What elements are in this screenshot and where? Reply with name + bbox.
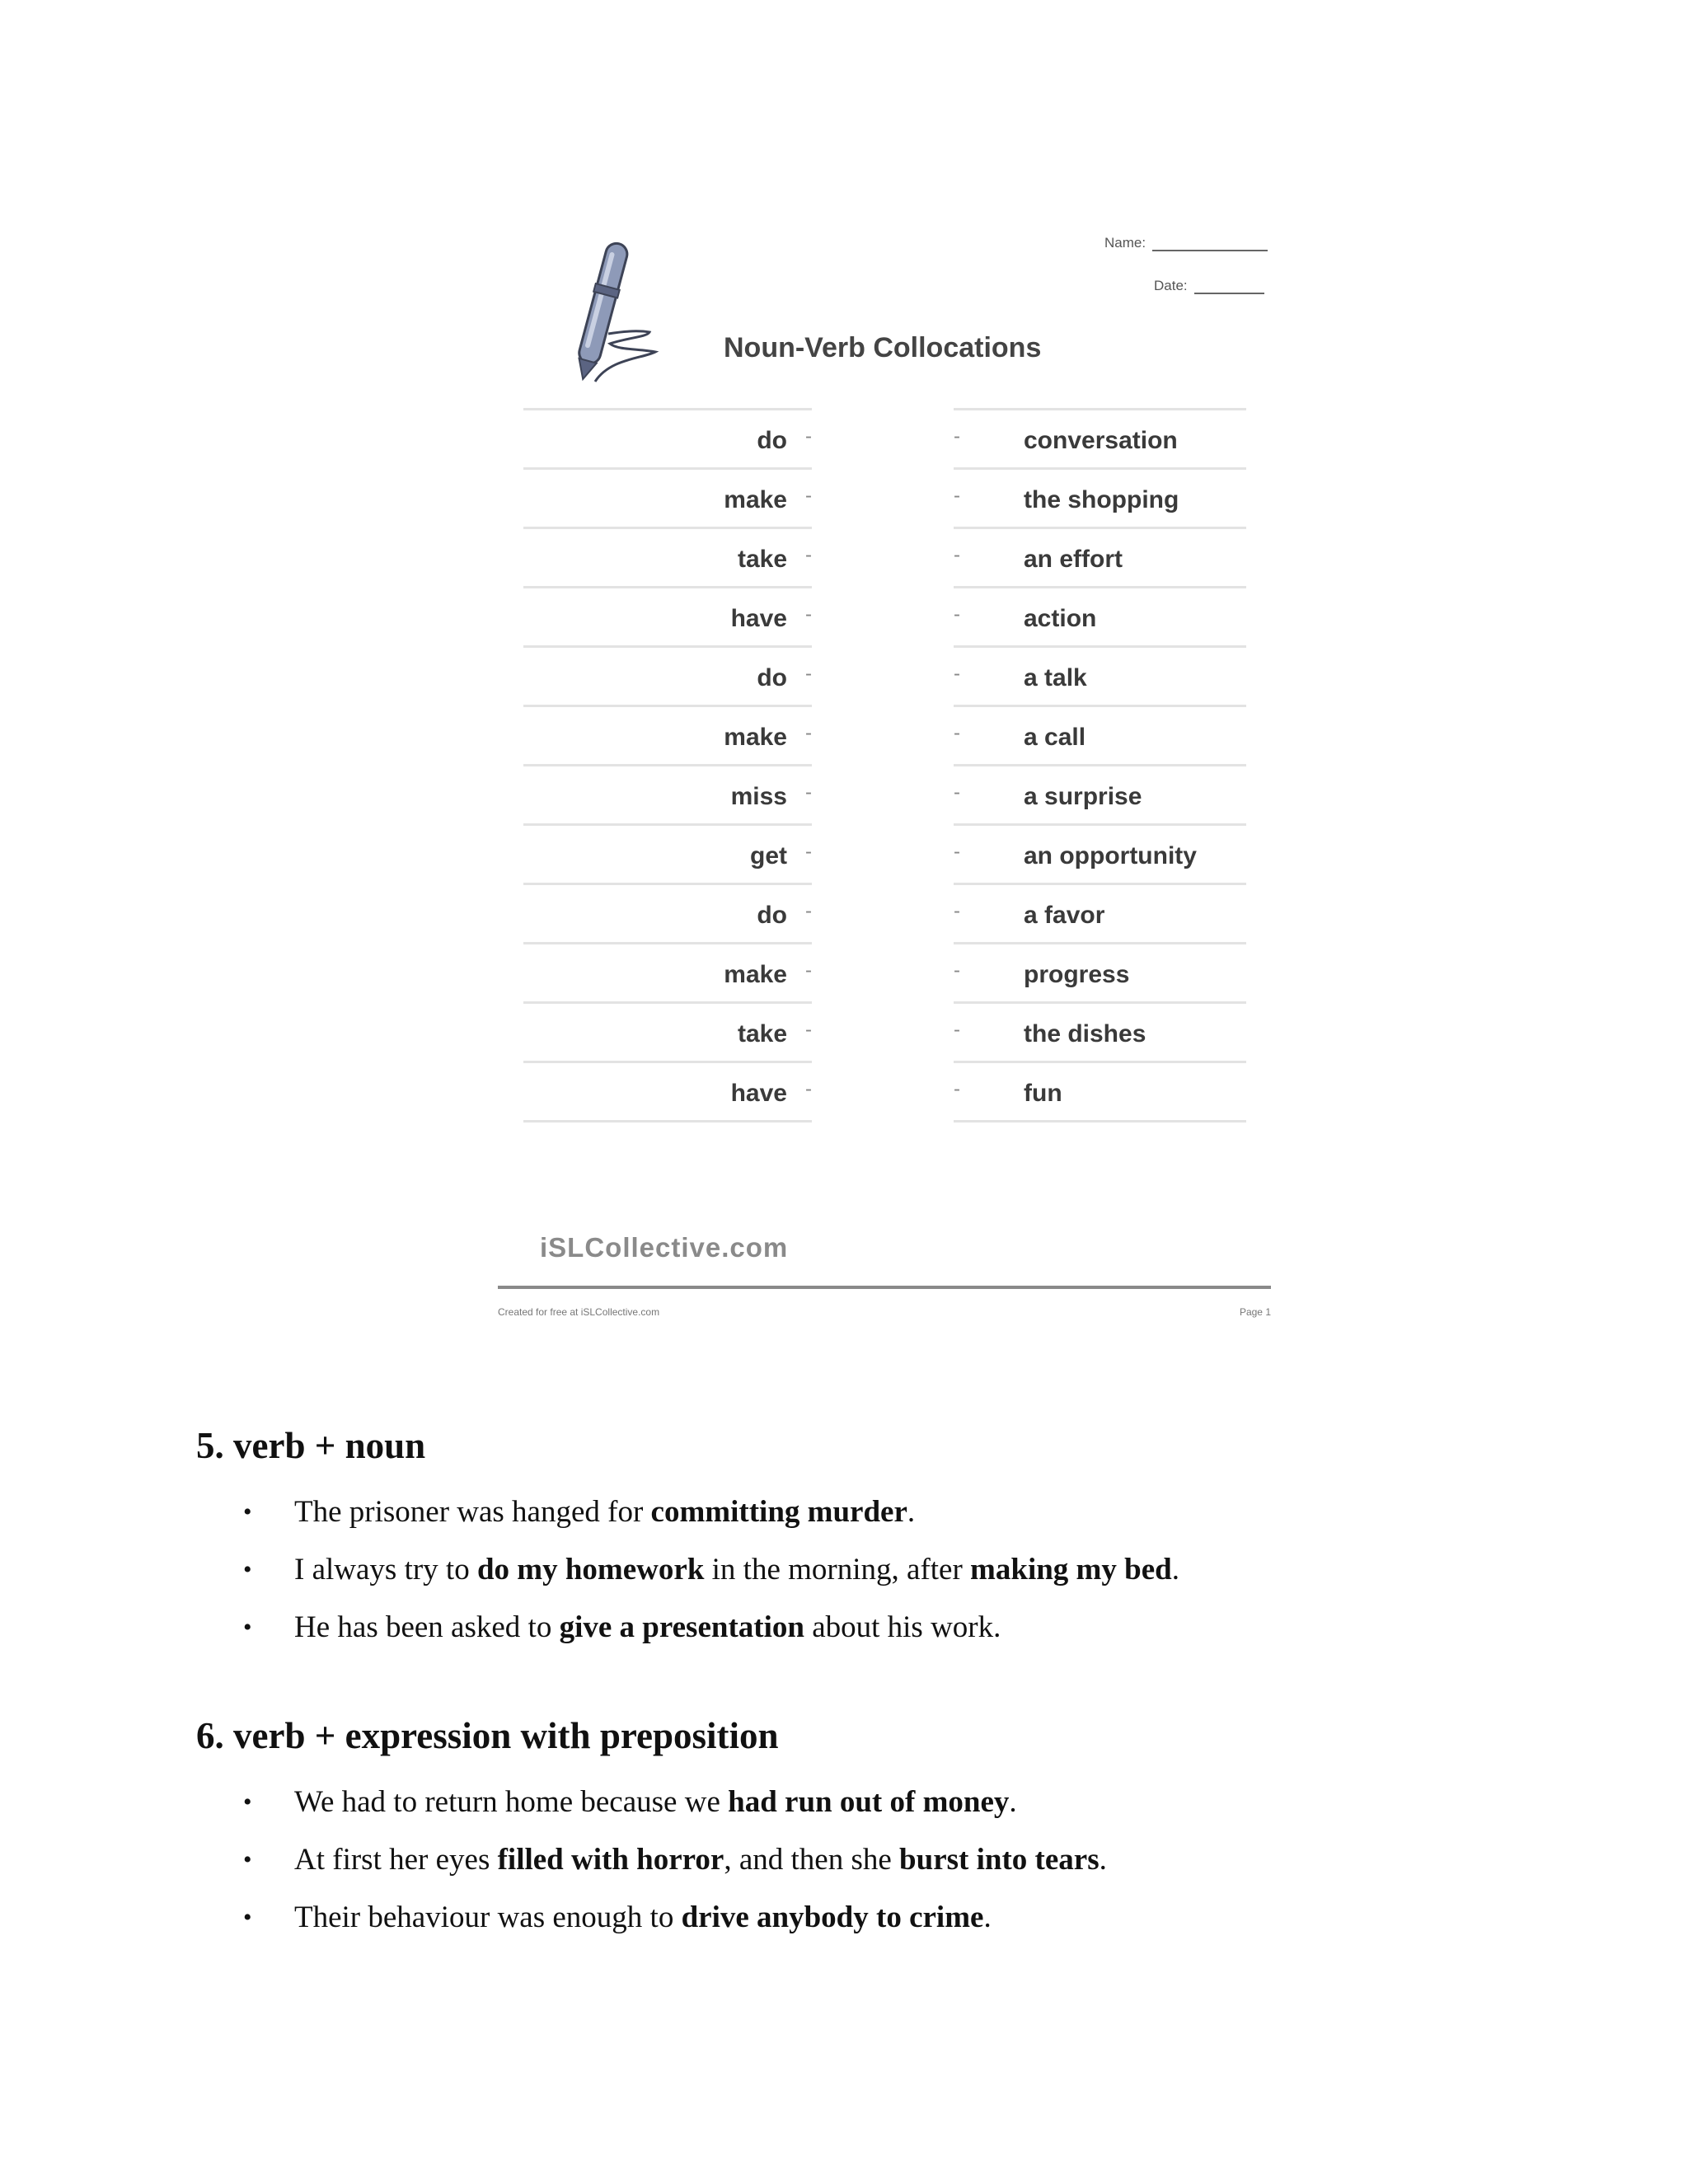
list-item: • At first her eyes filled with horror, and then she burst into tears. bbox=[243, 1843, 1107, 1877]
verb-item: do bbox=[757, 427, 787, 454]
table-row bbox=[523, 705, 1249, 764]
worksheet-title: Noun-Verb Collocations bbox=[724, 332, 1042, 363]
verb-item: make bbox=[724, 961, 787, 988]
noun-item: progress bbox=[1024, 961, 1130, 988]
collocation: committing murder bbox=[650, 1495, 907, 1529]
dash: - bbox=[805, 603, 812, 626]
list-item: • I always try to do my homework in the morning, after making my bed. bbox=[243, 1553, 1179, 1586]
footer-rule bbox=[498, 1286, 1271, 1289]
dash: - bbox=[954, 1019, 960, 1041]
table-row bbox=[523, 883, 1249, 942]
collocation: do my homework bbox=[476, 1553, 705, 1586]
dash: - bbox=[805, 1019, 812, 1041]
table-bottom-rule bbox=[523, 1120, 1249, 1179]
sentence-text: I always try to bbox=[294, 1553, 477, 1586]
collocation: give a presentation bbox=[559, 1610, 804, 1644]
verb-item: have bbox=[730, 1080, 787, 1107]
sentence-text: in the morning, after bbox=[704, 1553, 971, 1586]
noun-item: a call bbox=[1024, 724, 1086, 751]
noun-item: the shopping bbox=[1024, 486, 1179, 513]
noun-item: conversation bbox=[1024, 427, 1178, 454]
dash: - bbox=[805, 1078, 812, 1100]
dash: - bbox=[805, 663, 812, 685]
collocation: had run out of money bbox=[728, 1785, 1010, 1819]
collocation: burst into tears bbox=[899, 1843, 1100, 1877]
brand-logo: iSLCollective.com bbox=[540, 1232, 789, 1263]
dash: - bbox=[954, 900, 960, 922]
table-row bbox=[523, 1001, 1249, 1061]
sentence-text: . bbox=[1171, 1553, 1179, 1586]
worksheet-image bbox=[495, 210, 1286, 1339]
sentence-text: Their behaviour was enough to bbox=[294, 1900, 682, 1934]
dash: - bbox=[954, 425, 960, 448]
name-field bbox=[1104, 235, 1268, 251]
dash: - bbox=[805, 485, 812, 507]
verb-item: get bbox=[750, 842, 787, 869]
dash: - bbox=[954, 841, 960, 863]
verb-item: make bbox=[724, 724, 787, 751]
noun-item: a surprise bbox=[1024, 783, 1142, 810]
list-item: • He has been asked to give a presentation about his work. bbox=[243, 1610, 1001, 1644]
verb-item: do bbox=[757, 664, 787, 691]
noun-item: a favor bbox=[1024, 902, 1105, 929]
page-number: Page 1 bbox=[1239, 1306, 1271, 1318]
sentence-text: At first her eyes bbox=[294, 1843, 498, 1877]
table-row bbox=[523, 645, 1249, 705]
dash: - bbox=[954, 722, 960, 744]
table-row bbox=[523, 586, 1249, 645]
dash: - bbox=[954, 603, 960, 626]
date-field bbox=[1154, 278, 1264, 294]
section-heading: 5. verb + noun bbox=[196, 1425, 426, 1466]
dash: - bbox=[805, 544, 812, 566]
sentence-text: . bbox=[907, 1495, 916, 1529]
name-blank bbox=[1152, 250, 1268, 251]
noun-item: a talk bbox=[1024, 664, 1087, 691]
pen-icon bbox=[552, 235, 659, 383]
verb-item: miss bbox=[730, 783, 787, 810]
example-list bbox=[243, 1483, 1179, 1657]
noun-item: the dishes bbox=[1024, 1020, 1146, 1047]
dash: - bbox=[805, 959, 812, 982]
verb-item: take bbox=[737, 546, 787, 573]
sentence-text: The prisoner was hanged for bbox=[294, 1495, 651, 1529]
dash: - bbox=[805, 841, 812, 863]
dash: - bbox=[954, 959, 960, 982]
sentence-text: We had to return home because we bbox=[294, 1785, 729, 1819]
sentence-text: . bbox=[1009, 1785, 1017, 1819]
verb-item: make bbox=[724, 486, 787, 513]
verb-item: take bbox=[737, 1020, 787, 1047]
collocation: filled with horror bbox=[497, 1843, 724, 1877]
noun-item: action bbox=[1024, 605, 1097, 632]
collocation: drive anybody to crime bbox=[681, 1900, 984, 1934]
table-row bbox=[523, 527, 1249, 586]
table-row bbox=[523, 467, 1249, 527]
verb-item: have bbox=[730, 605, 787, 632]
verb-item: do bbox=[757, 902, 787, 929]
list-item: • The prisoner was hanged for committing murder. bbox=[243, 1495, 916, 1529]
table-row bbox=[523, 764, 1249, 823]
collocation-table bbox=[523, 408, 1249, 1179]
noun-item: fun bbox=[1024, 1080, 1062, 1107]
noun-item: an opportunity bbox=[1024, 842, 1197, 869]
sentence-text: He has been asked to bbox=[294, 1610, 560, 1644]
sentence-text: . bbox=[983, 1900, 992, 1934]
dash: - bbox=[805, 722, 812, 744]
example-list bbox=[243, 1774, 1107, 1947]
list-item: • Their behaviour was enough to drive anybody to crime. bbox=[243, 1900, 992, 1934]
sentence-text: about his work. bbox=[804, 1610, 1001, 1644]
dash: - bbox=[805, 425, 812, 448]
collocation: making my bed bbox=[970, 1553, 1172, 1586]
date-label: Date: bbox=[1154, 278, 1188, 293]
table-row bbox=[523, 408, 1249, 467]
footer-credit: Created for free at iSLCollective.com bbox=[498, 1306, 660, 1318]
sentence-text: . bbox=[1099, 1843, 1107, 1877]
dash: - bbox=[954, 485, 960, 507]
table-row bbox=[523, 823, 1249, 883]
dash: - bbox=[954, 1078, 960, 1100]
sentence-text: , and then she bbox=[724, 1843, 900, 1877]
section-heading: 6. verb + expression with preposition bbox=[196, 1715, 779, 1756]
dash: - bbox=[954, 781, 960, 804]
table-row bbox=[523, 1061, 1249, 1120]
name-label: Name: bbox=[1104, 235, 1146, 251]
noun-item: an effort bbox=[1024, 546, 1123, 573]
dash: - bbox=[954, 544, 960, 566]
dash: - bbox=[954, 663, 960, 685]
date-blank bbox=[1194, 293, 1264, 294]
list-item: • We had to return home because we had run out of money. bbox=[243, 1785, 1017, 1819]
dash: - bbox=[805, 781, 812, 804]
dash: - bbox=[805, 900, 812, 922]
table-row bbox=[523, 942, 1249, 1001]
